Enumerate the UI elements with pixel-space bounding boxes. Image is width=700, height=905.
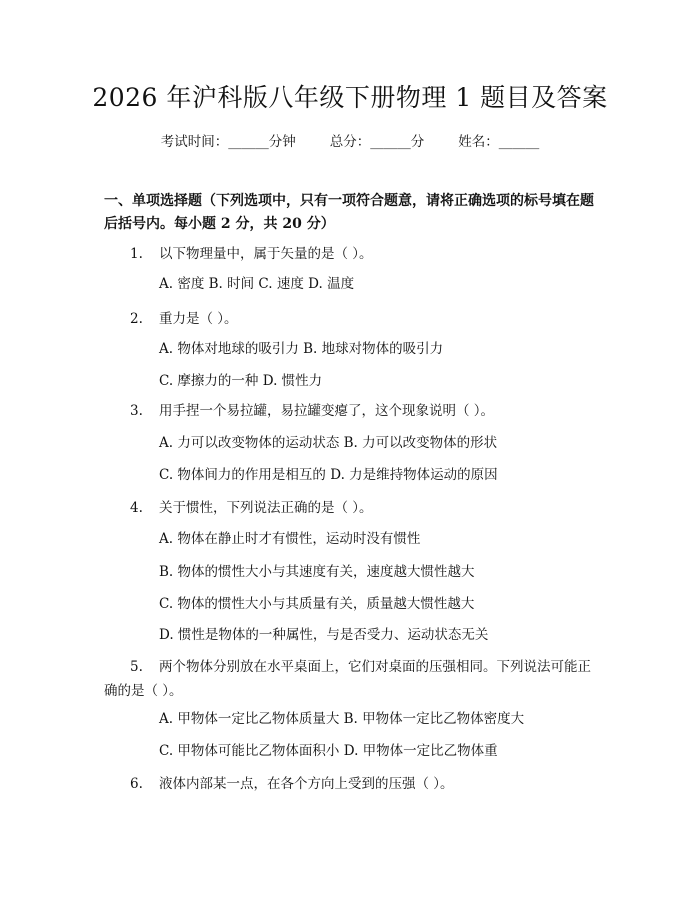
question-text: 关于惯性，下列说法正确的是（ ）。 bbox=[159, 500, 373, 516]
document-title: 2026 年沪科版八年级下册物理 1 题目及答案 bbox=[92, 83, 608, 112]
question-2-options-line-2: C. 摩擦力的一种 D. 惯性力 bbox=[159, 373, 323, 389]
question-text: 用手捏一个易拉罐，易拉罐变瘪了，这个现象说明（ ）。 bbox=[159, 403, 495, 419]
question-5-options-line-2: C. 甲物体可能比乙物体面积小 D. 甲物体一定比乙物体重 bbox=[159, 743, 498, 759]
question-3-options-line-2: C. 物体间力的作用是相互的 D. 力是维持物体运动的原因 bbox=[159, 467, 498, 483]
question-1 bbox=[104, 242, 604, 266]
question-text: 重力是（ ）。 bbox=[159, 311, 238, 327]
question-2 bbox=[104, 307, 604, 331]
question-number: 2. bbox=[130, 311, 143, 327]
question-4-options-line-1: A. 物体在静止时才有惯性，运动时没有惯性 bbox=[159, 531, 421, 547]
question-5 bbox=[104, 655, 604, 703]
question-5-options-line-1: A. 甲物体一定比乙物体质量大 B. 甲物体一定比乙物体密度大 bbox=[159, 711, 525, 727]
question-text: 以下物理量中，属于矢量的是（ ）。 bbox=[159, 246, 373, 262]
section-heading: 一、单项选择题（下列选项中，只有一项符合题意，请将正确选项的标号填在题后括号内。每小题 2 分，共 20 分） bbox=[104, 193, 594, 232]
question-4-options-line-2: B. 物体的惯性大小与其速度有关，速度越大惯性越大 bbox=[159, 564, 475, 580]
question-4-options-line-4: D. 惯性是物体的一种属性，与是否受力、运动状态无关 bbox=[159, 627, 489, 643]
question-3-options-line-1: A. 力可以改变物体的运动状态 B. 力可以改变物体的形状 bbox=[159, 435, 498, 451]
exam-meta bbox=[0, 132, 700, 152]
question-number: 3. bbox=[130, 403, 143, 419]
question-number: 6. bbox=[130, 776, 143, 792]
question-number: 5. bbox=[130, 659, 143, 675]
question-1-options-line-1: A. 密度 B. 时间 C. 速度 D. 温度 bbox=[159, 276, 355, 292]
question-4 bbox=[104, 496, 604, 520]
question-3 bbox=[104, 399, 604, 423]
question-2-options-line-1: A. 物体对地球的吸引力 B. 地球对物体的吸引力 bbox=[159, 341, 444, 357]
exam-score: 总分：______分 bbox=[329, 134, 425, 150]
question-text: 液体内部某一点，在各个方向上受到的压强（ ）。 bbox=[159, 776, 454, 792]
question-text: 两个物体分别放在水平桌面上，它们对桌面的压强相同。下列说法可能正确的是（ ）。 bbox=[104, 659, 591, 699]
question-4-options-line-3: C. 物体的惯性大小与其质量有关，质量越大惯性越大 bbox=[159, 596, 475, 612]
question-number: 4. bbox=[130, 500, 143, 516]
question-6 bbox=[104, 772, 604, 796]
exam-time: 考试时间：______分钟 bbox=[160, 134, 296, 150]
student-name: 姓名：______ bbox=[458, 134, 540, 150]
question-number: 1. bbox=[130, 246, 143, 262]
